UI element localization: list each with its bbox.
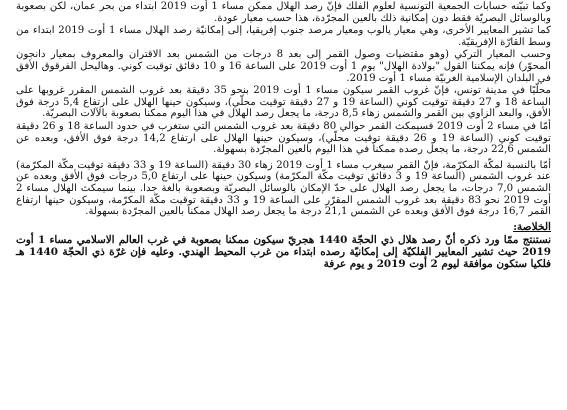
- paragraph-mecca: أمّا بالنسبة لمكّة المكرّمة، فإنّ القمر سيغرب مساء 1 أوت 2019 زهاء 30 دقيقة (الساعة 19 و 33 دقيقة توقيت مكّة المكرّمة) عند غروب الشمس (الساعة 19 و 3 دقائق توقيت مكّة المكرّمة) وسيكون حينها على ارتفاع 5,0 درجات فوق الأفق وبعده عن الشمس 7,0 درجات، ما يجعل رصد الهلال على حدّ الإمكان بالوسائل البصريّة وبصعوبة بالغة جدا. بينما سيمكث الهلال مساء 2 أوت 2019 نحو 83 دقيقة بعد غروب الشمس المقرّر على الساعة 19 و 33 دقيقة توقيت مكّة المكرّمة، وسيكون حينها ارتفاع القمر 16,7 درجة فوق الأفق وبعده عن الشمس 21,1 درجة ما يجعل رصد الهلال ممكنا بالعين المجرّدة بسهولة.: [16, 159, 552, 218]
- paragraph-turkish-criterion: وحسب المعيار التركي (وهو مقتضيات وصول القمر إلى بعد 8 درجات من الشمس بعد الاقتران والمعروف بمعيار دانجون المحوّر) فإنه يمكننا القول "بولادة الهلال" يوم 1 أوت 2019 على الساعة 16 و 10 دقائق توقيت كوني. وهاليحل الفرقوق الأفق في البلدان الإسلامية الغربيّة مساء 1 أوت 2019.: [16, 49, 551, 84]
- paragraph-tunis-aug-2: أمّا في مساء 2 أوت 2019 فسيمكث القمر حوالي 80 دقيقة بعد غروب الشمس التي ستغرب في حدود الساعة 18 و 26 دقيقة توقيت كوني (الساعة 19 و 26 دقيقة توقيت محلّي)، وسيكون حينها الهلال على ارتفاع 14,2 درجة فوق الأفق، وبعده عن الشمس 22,6 درجة، ما يجعل رصده ممكنا في هذا اليوم بالعين المجرّدة بسهولة.: [16, 120, 551, 156]
- page-bottom-edge: [0, 404, 567, 410]
- paragraph-tunisian-society-odeh: وكما تبيّنه حسابات الجمعية التونسية لعلوم الفلك فإنّ رصد الهلال ممكن مساء 1 أوت 2019 ابتداء من بحر عمان، لكن بصعوبة وبالوسائل البصريّة فقط دون إمكانية ذلك بالعين المجرّدة، هذا حسب معيار عودة.: [16, 1, 551, 24]
- paragraph-other-criteria: كما تشير المعايير الأخرى، وهي معيار يالوب ومعيار مرصد جنوب إفريقيا، إلى إمكانيّة رصد الهلال مساء 1 أوت 2019 ابتداء من وسط القارّة الإفريقيّة.: [16, 25, 551, 48]
- paragraph-tunis-aug-1: محلّيًا في مدينة تونس، فإنّ غروب القمر سيكون مساء 1 أوت 2019 بنحو 35 دقيقة بعد غروب الشمس المقرر غروبها على الساعة 18 و 27 دقيقة توقيت كوني (الساعة 19 و 27 دقيقة توقيت محلّي)، وسيكون حينها الهلال على ارتفاع 5,4 درجة فوق الأفق، والبعد الزاوي بين القمر والشمس زهاء 8,5 درجة، ما يجعل رصد الهلال في هذا اليوم ممكنا بصعوبة بالآلات البصريّة.: [16, 85, 551, 120]
- conclusion-text: نستنتج ممّا ورد ذكره أنّ رصد هلال ذي الحجّة 1440 هجريّ سيكون ممكنا بصعوبة في غرب العالم الاسلامي مساء 1 أوت 2019 حيث تشير المعايير الفلكيّة إلى إمكانيّة رصده ابتداء من غرب المحيط الهندي. وعليه فإن غرّة ذي الحجّة 1440 هـ فلكيا ستكون موافقة ليوم 2 أوت 2019 و يوم عرفة: [16, 234, 551, 270]
- conclusion-heading: الخلاصة:: [513, 220, 551, 233]
